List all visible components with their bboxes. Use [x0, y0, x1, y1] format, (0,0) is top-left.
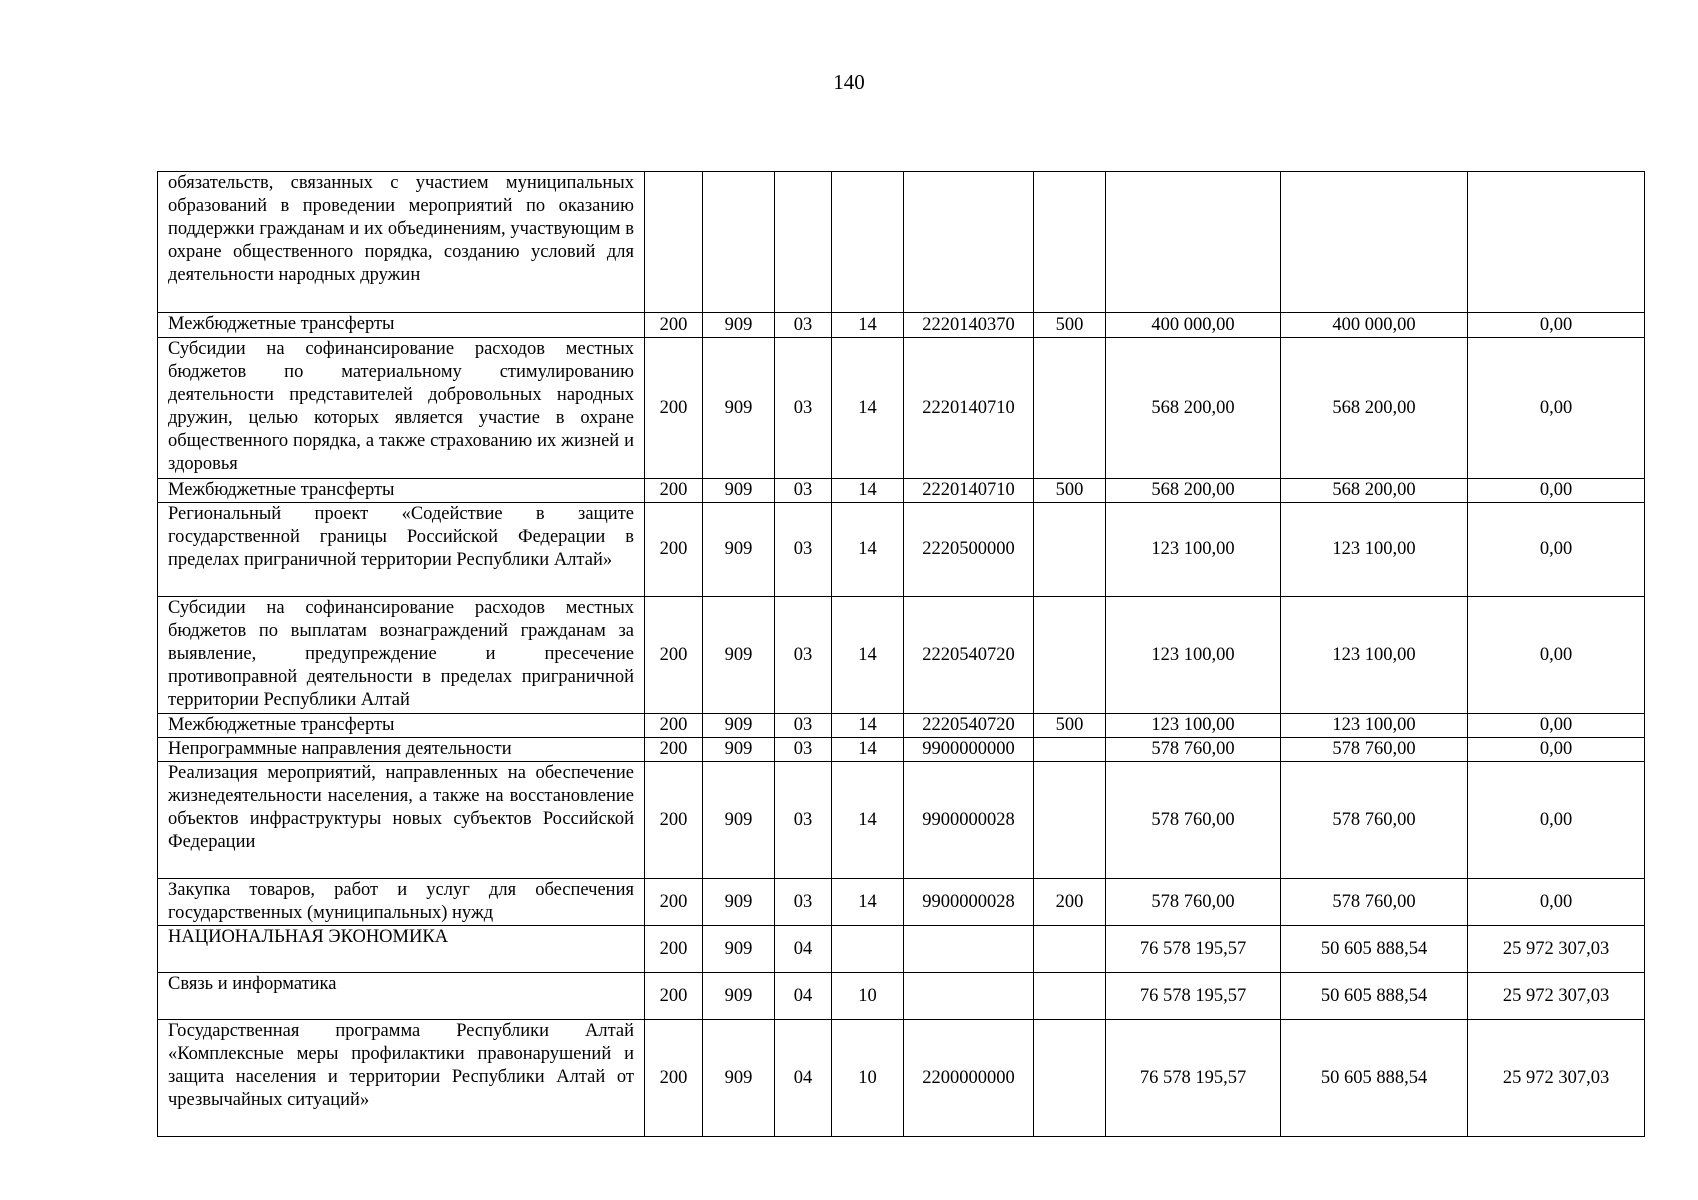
division-code-cell: 04 [775, 973, 832, 1020]
target-article-code-cell: 2220540720 [904, 597, 1034, 714]
section-code-cell: 200 [645, 597, 703, 714]
amount-col-3-cell: 25 972 307,03 [1468, 1020, 1645, 1137]
ministry-code-cell [703, 172, 775, 313]
subdivision-code-cell: 14 [832, 479, 904, 503]
amount-col-2-cell: 50 605 888,54 [1281, 926, 1468, 973]
amount-col-2-cell: 50 605 888,54 [1281, 973, 1468, 1020]
table-row [158, 597, 1645, 714]
ministry-code-cell: 909 [703, 338, 775, 479]
row-name-cell: Реализация мероприятий, направленных на обеспечение жизнедеятельности населения, а также на восстановление объектов инфраструктуры новых субъектов Российской Федерации [158, 762, 645, 879]
ministry-code-cell: 909 [703, 1020, 775, 1137]
target-article-code-cell: 2220140710 [904, 338, 1034, 479]
row-name-cell: Связь и информатика [158, 973, 645, 1020]
table-row [158, 503, 1645, 597]
expense-type-code-cell [1034, 973, 1106, 1020]
amount-col-2-cell [1281, 172, 1468, 313]
row-name-cell: Непрограммные направления деятельности [158, 738, 645, 762]
table-row [158, 926, 1645, 973]
amount-total-cell: 123 100,00 [1106, 597, 1281, 714]
section-code-cell: 200 [645, 313, 703, 338]
division-code-cell: 03 [775, 479, 832, 503]
subdivision-code-cell [832, 926, 904, 973]
subdivision-code-cell [832, 172, 904, 313]
section-code-cell: 200 [645, 879, 703, 926]
row-name-cell: Субсидии на софинансирование расходов местных бюджетов по материальному стимулированию деятельности представителей добровольных народных дружин, целью которых является участие в охране общественного порядка, а также страхованию их жизней и здоровья [158, 338, 645, 479]
amount-total-cell: 76 578 195,57 [1106, 926, 1281, 973]
division-code-cell: 03 [775, 762, 832, 879]
subdivision-code-cell: 10 [832, 973, 904, 1020]
target-article-code-cell: 2220540720 [904, 714, 1034, 738]
subdivision-code-cell: 14 [832, 762, 904, 879]
ministry-code-cell: 909 [703, 479, 775, 503]
amount-total-cell: 400 000,00 [1106, 313, 1281, 338]
amount-col-3-cell: 0,00 [1468, 714, 1645, 738]
table-row [158, 738, 1645, 762]
amount-total-cell: 76 578 195,57 [1106, 1020, 1281, 1137]
table-row [158, 714, 1645, 738]
division-code-cell: 03 [775, 738, 832, 762]
subdivision-code-cell: 14 [832, 503, 904, 597]
row-name-cell: Межбюджетные трансферты [158, 479, 645, 503]
section-code-cell: 200 [645, 738, 703, 762]
ministry-code-cell: 909 [703, 973, 775, 1020]
row-name-cell: Межбюджетные трансферты [158, 313, 645, 338]
amount-col-3-cell: 0,00 [1468, 479, 1645, 503]
expense-type-code-cell: 500 [1034, 479, 1106, 503]
expense-type-code-cell: 500 [1034, 313, 1106, 338]
section-code-cell [645, 172, 703, 313]
subdivision-code-cell: 10 [832, 1020, 904, 1137]
target-article-code-cell: 9900000000 [904, 738, 1034, 762]
row-name-cell: Межбюджетные трансферты [158, 714, 645, 738]
division-code-cell: 04 [775, 926, 832, 973]
division-code-cell: 03 [775, 879, 832, 926]
amount-total-cell: 568 200,00 [1106, 338, 1281, 479]
expense-type-code-cell [1034, 762, 1106, 879]
table-row [158, 313, 1645, 338]
amount-total-cell: 578 760,00 [1106, 879, 1281, 926]
budget-table [157, 171, 1645, 1137]
division-code-cell [775, 172, 832, 313]
amount-col-2-cell: 50 605 888,54 [1281, 1020, 1468, 1137]
target-article-code-cell: 2220140370 [904, 313, 1034, 338]
amount-col-2-cell: 123 100,00 [1281, 503, 1468, 597]
expense-type-code-cell [1034, 738, 1106, 762]
ministry-code-cell: 909 [703, 503, 775, 597]
amount-col-2-cell: 123 100,00 [1281, 597, 1468, 714]
section-code-cell: 200 [645, 973, 703, 1020]
section-code-cell: 200 [645, 479, 703, 503]
amount-col-3-cell: 0,00 [1468, 503, 1645, 597]
row-name-cell: Государственная программа Республики Алтай «Комплексные меры профилактики правонарушений и защита населения и территории Республики Алтай от чрезвычайных ситуаций» [158, 1020, 645, 1137]
subdivision-code-cell: 14 [832, 338, 904, 479]
section-code-cell: 200 [645, 338, 703, 479]
subdivision-code-cell: 14 [832, 313, 904, 338]
amount-total-cell: 76 578 195,57 [1106, 973, 1281, 1020]
target-article-code-cell [904, 926, 1034, 973]
amount-col-2-cell: 578 760,00 [1281, 879, 1468, 926]
table-row [158, 1020, 1645, 1137]
division-code-cell: 03 [775, 338, 832, 479]
amount-col-3-cell: 0,00 [1468, 597, 1645, 714]
table-row [158, 338, 1645, 479]
expense-type-code-cell: 200 [1034, 879, 1106, 926]
amount-total-cell: 123 100,00 [1106, 714, 1281, 738]
ministry-code-cell: 909 [703, 879, 775, 926]
amount-total-cell: 578 760,00 [1106, 738, 1281, 762]
row-name-cell: Субсидии на софинансирование расходов местных бюджетов по выплатам вознаграждений гражданам за выявление, предупреждение и пресечение противоправной деятельности в пределах приграничной территории Республики Алтай [158, 597, 645, 714]
expense-type-code-cell [1034, 926, 1106, 973]
amount-total-cell: 568 200,00 [1106, 479, 1281, 503]
page-number: 140 [833, 70, 865, 94]
target-article-code-cell [904, 172, 1034, 313]
row-name-cell: Региональный проект «Содействие в защите государственной границы Российской Федерации в пределах приграничной территории Республики Алтай» [158, 503, 645, 597]
table-row [158, 762, 1645, 879]
amount-col-3-cell: 25 972 307,03 [1468, 973, 1645, 1020]
amount-col-2-cell: 123 100,00 [1281, 714, 1468, 738]
ministry-code-cell: 909 [703, 762, 775, 879]
amount-col-3-cell [1468, 172, 1645, 313]
amount-col-3-cell: 0,00 [1468, 313, 1645, 338]
subdivision-code-cell: 14 [832, 597, 904, 714]
amount-col-3-cell: 25 972 307,03 [1468, 926, 1645, 973]
subdivision-code-cell: 14 [832, 879, 904, 926]
division-code-cell: 03 [775, 313, 832, 338]
target-article-code-cell: 9900000028 [904, 879, 1034, 926]
amount-total-cell [1106, 172, 1281, 313]
division-code-cell: 03 [775, 503, 832, 597]
table-row [158, 879, 1645, 926]
ministry-code-cell: 909 [703, 597, 775, 714]
target-article-code-cell: 2220140710 [904, 479, 1034, 503]
row-name-cell: Закупка товаров, работ и услуг для обеспечения государственных (муниципальных) нужд [158, 879, 645, 926]
amount-total-cell: 578 760,00 [1106, 762, 1281, 879]
subdivision-code-cell: 14 [832, 714, 904, 738]
division-code-cell: 04 [775, 1020, 832, 1137]
amount-col-2-cell: 578 760,00 [1281, 762, 1468, 879]
target-article-code-cell [904, 973, 1034, 1020]
division-code-cell: 03 [775, 597, 832, 714]
expense-type-code-cell [1034, 1020, 1106, 1137]
section-code-cell: 200 [645, 714, 703, 738]
section-code-cell: 200 [645, 926, 703, 973]
section-code-cell: 200 [645, 503, 703, 597]
row-name-cell: обязательств, связанных с участием муниципальных образований в проведении мероприятий по оказанию поддержки гражданам и их объединениям, участвующим в охране общественного порядка, созданию условий для деятельности народных дружин [158, 172, 645, 313]
section-code-cell: 200 [645, 762, 703, 879]
expense-type-code-cell [1034, 338, 1106, 479]
amount-col-3-cell: 0,00 [1468, 338, 1645, 479]
ministry-code-cell: 909 [703, 738, 775, 762]
division-code-cell: 03 [775, 714, 832, 738]
section-code-cell: 200 [645, 1020, 703, 1137]
table-row [158, 479, 1645, 503]
target-article-code-cell: 9900000028 [904, 762, 1034, 879]
ministry-code-cell: 909 [703, 714, 775, 738]
amount-col-2-cell: 568 200,00 [1281, 479, 1468, 503]
ministry-code-cell: 909 [703, 926, 775, 973]
expense-type-code-cell [1034, 172, 1106, 313]
target-article-code-cell: 2220500000 [904, 503, 1034, 597]
amount-col-2-cell: 578 760,00 [1281, 738, 1468, 762]
subdivision-code-cell: 14 [832, 738, 904, 762]
table-row [158, 973, 1645, 1020]
table-row [158, 172, 1645, 313]
expense-type-code-cell [1034, 503, 1106, 597]
amount-total-cell: 123 100,00 [1106, 503, 1281, 597]
row-name-cell: НАЦИОНАЛЬНАЯ ЭКОНОМИКА [158, 926, 645, 973]
expense-type-code-cell: 500 [1034, 714, 1106, 738]
amount-col-3-cell: 0,00 [1468, 738, 1645, 762]
amount-col-2-cell: 568 200,00 [1281, 338, 1468, 479]
amount-col-2-cell: 400 000,00 [1281, 313, 1468, 338]
expense-type-code-cell [1034, 597, 1106, 714]
target-article-code-cell: 2200000000 [904, 1020, 1034, 1137]
ministry-code-cell: 909 [703, 313, 775, 338]
amount-col-3-cell: 0,00 [1468, 762, 1645, 879]
amount-col-3-cell: 0,00 [1468, 879, 1645, 926]
